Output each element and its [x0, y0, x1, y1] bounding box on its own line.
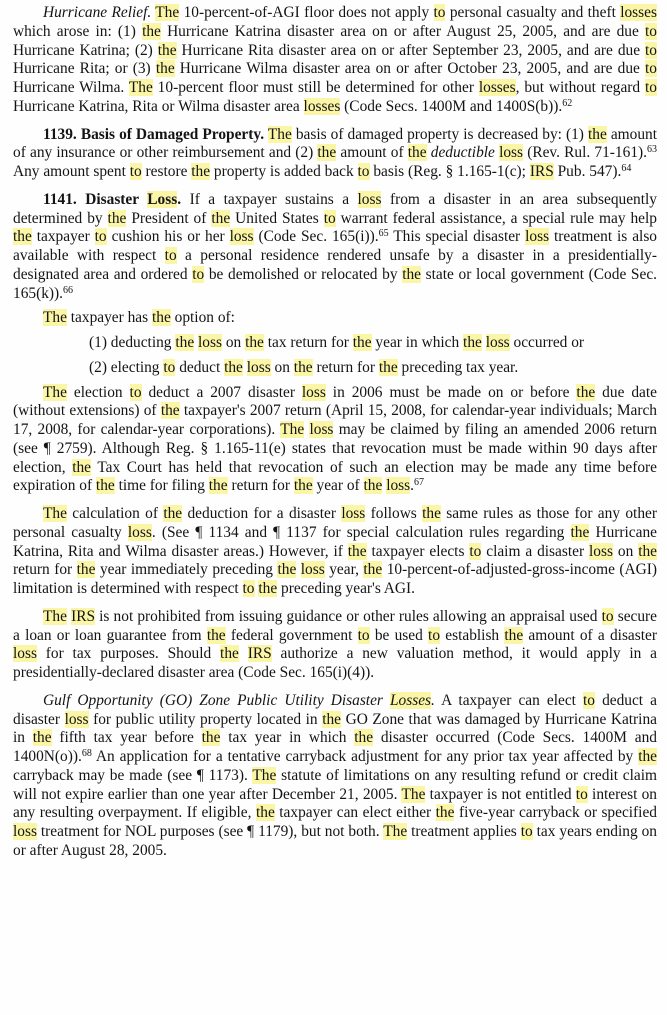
highlighted-word: to — [645, 60, 658, 78]
text-run: Hurricane Katrina disaster area on or after August 25, 2005, and are due — [160, 22, 646, 40]
highlighted-word: The — [43, 383, 67, 401]
highlighted-word: to — [433, 4, 446, 21]
text-run: return for — [312, 358, 379, 376]
paragraph-calculation — [13, 505, 657, 599]
text-run: 10-percent floor must still be determined for other — [152, 79, 479, 96]
text-run: An application for a tentative carryback adjustment for any prior tax year affected by — [91, 748, 639, 765]
text-run: fifth tax year before — [51, 729, 202, 747]
section-heading: 1139. Basis of Damaged Property. — [43, 125, 265, 143]
text-run: Any amount spent — [13, 163, 130, 180]
text-run: year in which — [371, 334, 464, 351]
text-run — [239, 645, 248, 662]
text-run: basis of damaged property is decreased by: (1) — [291, 125, 588, 143]
text-run: amount of a disaster — [523, 626, 657, 644]
text-run: from a disaster in an area subsequently determined by — [13, 190, 657, 227]
footnote-ref: 67 — [414, 477, 424, 489]
highlighted-word: IRS — [529, 163, 554, 180]
text-run: Hurricane Katrina; (2) — [13, 41, 158, 59]
text-run: for public utility property located in — [88, 710, 323, 728]
text-run: disaster occurred (Code Secs. 1400M and 1400N(o)). — [13, 729, 657, 765]
text-run: year of — [312, 477, 364, 495]
text-run: calculation of — [66, 505, 164, 522]
paragraph-option-intro — [13, 309, 657, 328]
highlighted-word: Losses — [389, 691, 432, 709]
highlighted-word: to — [428, 626, 441, 644]
highlighted-word: to — [242, 580, 255, 597]
text-run: (Code Sec. 165(i)). — [253, 228, 379, 246]
text-run: warrant federal assistance, a special rule may help — [335, 209, 657, 227]
text-run: Hurricane Wilma disaster area on or after October 23, 2005, and are due — [174, 60, 646, 78]
highlighted-word: the — [255, 804, 275, 822]
italic-text: . — [431, 691, 435, 709]
text-run: , but without regard — [515, 79, 646, 96]
highlighted-word: the — [191, 163, 211, 180]
text-run: taxpayer — [31, 228, 95, 246]
highlighted-word: the — [160, 402, 180, 420]
highlighted-word: loss — [13, 823, 37, 840]
highlighted-word: the — [638, 748, 657, 765]
text-run: This special disaster — [388, 228, 526, 246]
highlighted-word: the — [157, 41, 177, 59]
text-run: which arose in: (1) — [13, 22, 143, 40]
text-run: deduct a disaster — [13, 691, 657, 728]
text-run: treatment applies — [407, 823, 521, 840]
highlighted-word: The — [43, 607, 67, 625]
highlighted-word: loss — [198, 334, 222, 351]
highlighted-word: The — [252, 766, 277, 784]
highlighted-word: the — [638, 542, 657, 560]
text-run: be used — [369, 626, 429, 644]
text-run: tax return for — [263, 334, 353, 351]
text-run: in 2006 must be made on or before — [325, 383, 577, 401]
text-run: return for — [13, 561, 77, 579]
text-run: . (See ¶ 1134 and ¶ 1137 for special calculation rules regarding — [151, 523, 571, 541]
highlighted-word: the — [72, 458, 91, 476]
highlighted-word: to — [129, 383, 142, 401]
text-run: five-year carryback or specified — [454, 804, 657, 822]
highlighted-word: to — [469, 542, 482, 560]
highlighted-word: loss — [309, 421, 334, 438]
highlighted-word: the — [322, 710, 342, 728]
text-run: Hurricane Rita disaster area on or after September 23, 2005, and are due — [176, 41, 645, 59]
highlighted-word: the — [435, 804, 455, 822]
highlighted-word: the — [142, 22, 161, 40]
highlighted-word: IRS — [247, 645, 272, 663]
italic-text: Gulf Opportunity (GO) Zone Public Utility Disaster — [43, 691, 390, 709]
text-run: return for — [227, 477, 294, 495]
highlighted-word: the — [354, 729, 374, 747]
highlighted-word: to — [357, 626, 370, 644]
text-run: taxpayer is not entitled — [425, 785, 576, 803]
highlighted-word: the — [95, 477, 115, 495]
text-run: election — [66, 383, 130, 401]
highlighted-word: The — [128, 79, 153, 96]
footnote-ref: 66 — [63, 284, 74, 296]
highlighted-word: Loss — [147, 190, 178, 208]
text-run: restore — [141, 163, 192, 180]
text-run: federal government — [225, 626, 358, 644]
text-run: for tax purposes. Should — [36, 645, 221, 663]
highlighted-word: loss — [127, 523, 152, 541]
highlighted-word: The — [43, 309, 67, 327]
highlighted-word: The — [155, 4, 180, 21]
list-item-option-1 — [13, 334, 657, 353]
text-run: year immediately preceding — [95, 561, 278, 579]
text-run: United States — [230, 209, 324, 227]
text-run: amount of — [336, 144, 408, 162]
text-run: (Rev. Rul. 71-161). — [523, 144, 647, 162]
highlighted-word: the — [208, 477, 228, 495]
paragraph-election — [13, 384, 657, 497]
text-run: taxpayer's 2007 return (April 15, 2008, for calendar-year individuals; March 17, 2008, for calendar-year corporations). — [13, 402, 658, 438]
highlighted-word: to — [575, 785, 588, 803]
footnote-ref: 64 — [621, 163, 632, 174]
highlighted-word: loss — [386, 477, 411, 495]
text-run: secure a loan or loan guarantee from — [13, 607, 658, 644]
text-run: time for filing — [114, 477, 209, 495]
list-item-option-2 — [13, 359, 657, 378]
text-run: carryback may be made (see ¶ 1173). — [13, 766, 253, 784]
highlighted-word: The — [401, 785, 426, 803]
highlighted-word: the — [347, 542, 367, 560]
text-run: option of: — [170, 309, 235, 327]
highlighted-word: to — [94, 228, 107, 246]
section-heading: 1141. Disaster — [43, 190, 148, 208]
text-run: a personal residence rendered unsafe by a disaster in a presidentially-designated area and ordered — [13, 247, 657, 283]
highlighted-word: loss — [485, 334, 510, 351]
text-run: Hurricane Katrina, Rita and Wilma disaster areas.) However, if — [13, 523, 657, 560]
paragraph-irs-guidance — [13, 608, 657, 683]
text-run: cushion his or her — [106, 228, 230, 246]
highlighted-word: the — [76, 561, 96, 579]
footnote-ref: 62 — [562, 97, 573, 109]
highlighted-word: the — [220, 645, 239, 663]
text-run: taxpayer elects — [366, 542, 470, 560]
highlighted-word: to — [645, 79, 657, 96]
highlighted-word: to — [520, 823, 533, 840]
highlighted-word: the — [293, 358, 313, 376]
highlighted-word: the — [378, 358, 398, 376]
text-run: on — [612, 542, 639, 560]
highlighted-word: the — [407, 144, 427, 162]
text-run: Tax Court has held that revocation of such an election may be made any time before expiration of — [13, 458, 657, 495]
text-run: 10-percent-of-adjusted-gross-income (AGI) limitation is determined with respect — [13, 561, 657, 597]
highlighted-word: The — [267, 125, 292, 143]
highlighted-word: the — [155, 60, 175, 78]
highlighted-word: loss — [300, 561, 325, 579]
text-run: establish — [440, 626, 505, 644]
highlighted-word: loss — [357, 190, 382, 208]
text-run: . — [410, 477, 414, 495]
highlighted-word: the — [422, 505, 441, 522]
highlighted-word: the — [258, 580, 278, 597]
highlighted-word: loss — [301, 383, 326, 401]
highlighted-word: The — [383, 823, 408, 840]
highlighted-word: the — [107, 209, 127, 227]
highlighted-word: the — [206, 626, 226, 644]
highlighted-word: the — [163, 505, 183, 522]
italic-text: deductible — [430, 144, 495, 162]
text-run: tax year in which — [220, 729, 355, 747]
highlighted-word: to — [323, 209, 336, 227]
highlighted-word: the — [463, 334, 482, 351]
text-run: Pub. 547). — [553, 163, 622, 180]
highlighted-word: the — [576, 383, 596, 401]
highlighted-word: the — [363, 561, 383, 579]
text-run: authorize a new valuation method, it would apply in a presidentially-declared disaster area (Code Sec. 165(i)(4)). — [13, 645, 658, 681]
section-heading: . — [177, 190, 182, 208]
text-run: property is added back — [210, 163, 358, 180]
text-run: amount of any insurance or other reimbursement and (2) — [13, 125, 657, 162]
highlighted-word: losses — [303, 97, 341, 115]
text-run: due date (without extensions) of — [13, 383, 657, 420]
text-run: (Code Secs. 1400M and 1400S(b)). — [340, 97, 563, 115]
highlighted-word: loss — [246, 358, 271, 376]
text-run: A taxpayer can elect — [434, 691, 584, 709]
highlighted-word: to — [129, 163, 142, 180]
highlighted-word: the — [277, 561, 297, 579]
highlighted-word: losses — [620, 4, 657, 21]
highlighted-word: the — [352, 334, 372, 351]
text-run: interest on any resulting overpayment. If eligible, — [13, 785, 657, 822]
text-run: deduct a 2007 disaster — [141, 383, 302, 401]
text-run: taxpayer can elect either — [274, 804, 436, 822]
highlighted-word: The — [43, 505, 67, 522]
highlighted-word: to — [645, 41, 657, 59]
highlighted-word: the — [402, 265, 421, 283]
text-run: 10-percent-of-AGI floor does not apply — [179, 4, 434, 21]
text-run: basis (Reg. § 1.165-1(c); — [369, 163, 530, 180]
highlighted-word: to — [645, 22, 657, 40]
paragraph-hurricane-relief — [13, 4, 657, 117]
text-run: GO Zone that was damaged by Hurricane Katrina in — [13, 710, 657, 747]
highlighted-word: the — [151, 309, 171, 327]
highlighted-word: to — [601, 607, 614, 625]
text-run: (1) deducting — [89, 334, 176, 351]
footnote-ref: 63 — [647, 144, 657, 156]
highlighted-word: the — [293, 477, 313, 495]
highlighted-word: the — [32, 729, 52, 747]
highlighted-word: the — [175, 334, 195, 351]
highlighted-word: loss — [499, 144, 524, 162]
highlighted-word: to — [164, 247, 177, 264]
text-run: on — [270, 358, 294, 376]
highlighted-word: to — [357, 163, 370, 180]
highlighted-word: loss — [64, 710, 89, 728]
text-run: (2) electing — [89, 358, 164, 376]
text-run: Hurricane Rita; or (3) — [13, 60, 156, 78]
paragraph-gulf-opportunity — [13, 692, 657, 861]
highlighted-word: the — [317, 144, 337, 162]
text-run: may be claimed by filing an amended 2006 return (see ¶ 2759). Although Reg. § 1.165-11(e) states that revocation must be made within 90 days after election, — [13, 421, 657, 476]
highlighted-word: to — [583, 691, 595, 709]
highlighted-word: the — [211, 209, 231, 227]
highlighted-word: loss — [341, 505, 366, 522]
highlighted-word: to — [192, 265, 205, 283]
text-run: is not prohibited from issuing guidance or other rules allowing an appraisal used — [95, 607, 602, 625]
footnote-ref: 65 — [378, 228, 389, 240]
text-run: tax years ending on or after August 28, 2005. — [13, 823, 657, 859]
text-run: taxpayer has — [66, 309, 152, 327]
text-run: same rules as those for any other personal casualty — [13, 505, 657, 541]
highlighted-word: IRS — [71, 607, 96, 625]
text-run: preceding tax year. — [397, 358, 519, 376]
paragraph-disaster-loss — [13, 191, 657, 304]
text-run: personal casualty and theft — [445, 4, 621, 21]
highlighted-word: loss — [13, 645, 37, 663]
highlighted-word: The — [280, 421, 305, 438]
text-run: year, — [324, 561, 364, 579]
highlighted-word: loss — [525, 228, 550, 246]
text-run: preceding year's AGI. — [277, 580, 416, 597]
text-run: deduct — [175, 358, 225, 376]
text-run: treatment is also available with respect — [13, 228, 658, 264]
text-run: Hurricane Wilma. — [13, 79, 129, 96]
text-run: treatment for NOL purposes (see ¶ 1179), but not both. — [36, 823, 384, 840]
highlighted-word: the — [504, 626, 524, 644]
highlighted-word: the — [570, 523, 590, 541]
text-run: follows — [365, 505, 423, 522]
highlighted-word: the — [13, 228, 32, 246]
highlighted-word: loss — [589, 542, 613, 560]
highlighted-word: the — [587, 125, 607, 143]
highlighted-word: the — [201, 729, 221, 747]
highlighted-word: the — [363, 477, 383, 495]
text-run: If a taxpayer sustains a — [181, 190, 358, 208]
paragraph-basis-of-damaged-property — [13, 126, 657, 182]
highlighted-word: loss — [229, 228, 254, 246]
text-run: claim a disaster — [481, 542, 590, 560]
text-run: state or local government (Code Sec. 165(k)). — [13, 265, 657, 302]
text-run: on — [221, 334, 246, 351]
text-run: be demolished or relocated by — [204, 265, 403, 283]
highlighted-word: losses — [478, 79, 516, 96]
highlighted-word: to — [163, 358, 176, 376]
text-run: statute of limitations on any resulting refund or credit claim will not expire earlier than one year after December 21, 2005. — [13, 766, 657, 803]
footnote-ref: 68 — [81, 748, 92, 759]
text-run: occurred or — [509, 334, 585, 351]
highlighted-word: the — [245, 334, 264, 351]
text-run: deduction for a disaster — [182, 505, 342, 522]
italic-text: Hurricane Relief. — [43, 4, 152, 21]
text-run: Hurricane Katrina, Rita or Wilma disaster area — [13, 97, 304, 115]
text-run: President of — [126, 209, 212, 227]
highlighted-word: the — [224, 358, 243, 376]
